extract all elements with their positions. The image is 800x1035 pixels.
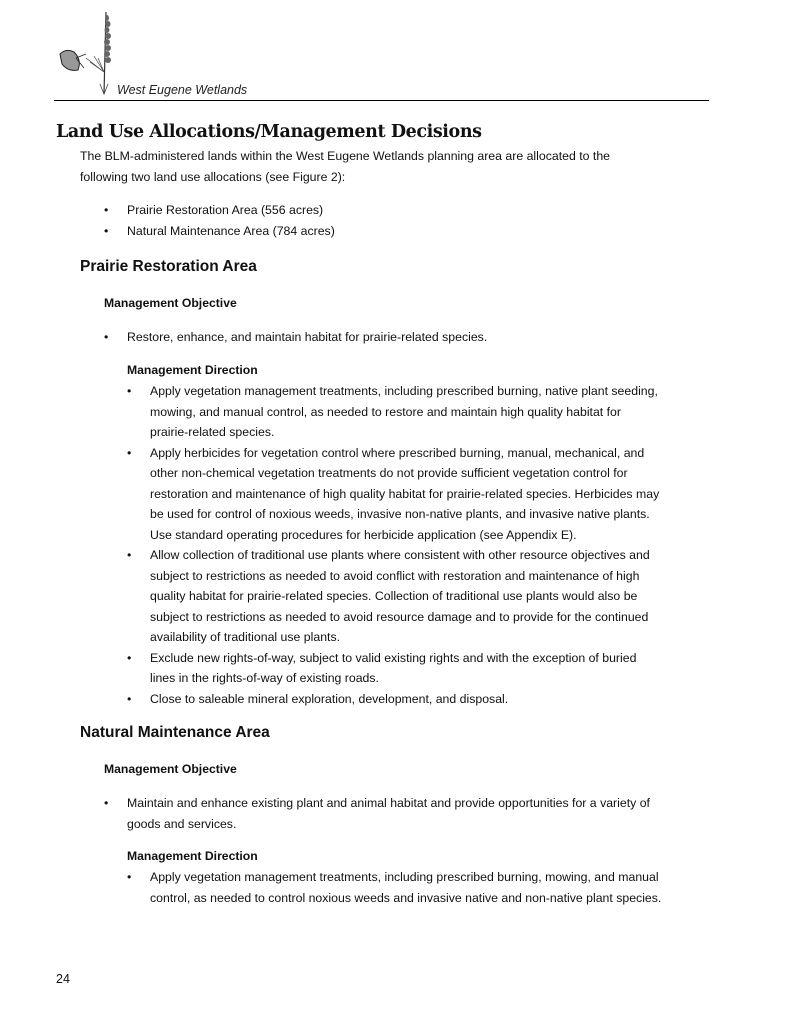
objective-heading: Management Objective <box>104 762 237 776</box>
bullet-icon: • <box>127 548 132 562</box>
bullet-icon: • <box>104 224 109 238</box>
direction-line: subject to restrictions as needed to avoid conflict with restoration and maintenance of high <box>150 568 640 583</box>
page-number: 24 <box>56 972 70 986</box>
objective-heading: Management Objective <box>104 296 237 310</box>
direction-line: Apply vegetation management treatments, including prescribed burning, native plant seeding, <box>150 384 658 398</box>
bullet-icon: • <box>104 330 109 344</box>
direction-line: Apply vegetation management treatments, including prescribed burning, mowing, and manual <box>150 870 659 884</box>
direction-line: Allow collection of traditional use plants where consistent with other resource objectives and <box>150 548 650 562</box>
direction-line: prairie-related species. <box>150 425 275 439</box>
intro-line: The BLM-administered lands within the West Eugene Wetlands planning area are allocated to the <box>80 149 610 163</box>
bullet-icon: • <box>127 384 132 398</box>
direction-line: availability of traditional use plants. <box>150 630 341 644</box>
section-heading: Land Use Allocations/Management Decisions <box>56 122 482 142</box>
intro-paragraph <box>80 146 610 187</box>
direction-line: Use standard operating procedures for herbicide application (see Appendix E). <box>150 527 577 542</box>
bullet-icon: • <box>127 445 132 460</box>
page-header <box>54 8 709 102</box>
bullet-icon: • <box>127 650 132 665</box>
direction-line: be used for control of noxious weeds, invasive non-native plants, and invasive native plants. <box>150 507 650 521</box>
bullet-icon: • <box>127 870 132 884</box>
direction-line: lines in the rights-of-way of existing roads. <box>150 671 379 685</box>
direction-heading: Management Direction <box>127 849 258 863</box>
bullet-icon: • <box>127 691 132 706</box>
header-divider <box>54 100 709 101</box>
bullet-icon: • <box>104 203 109 217</box>
bullet-icon: • <box>104 796 109 810</box>
direction-line: Exclude new rights-of-way, subject to valid existing rights and with the exception of buried <box>150 650 637 665</box>
natural-heading: Natural Maintenance Area <box>80 724 270 741</box>
direction-heading: Management Direction <box>127 363 258 377</box>
direction-line: mowing, and manual control, as needed to restore and maintain high quality habitat for <box>150 404 621 419</box>
prairie-heading: Prairie Restoration Area <box>80 258 257 275</box>
butterfly-plant-logo-icon <box>56 10 116 96</box>
direction-line: Close to saleable mineral exploration, development, and disposal. <box>150 691 509 706</box>
direction-line: subject to restrictions as needed to avoid resource damage and to provide for the continued <box>150 609 649 624</box>
intro-line: following two land use allocations (see Figure 2): <box>80 169 346 184</box>
direction-line: quality habitat for prairie-related species. Collection of traditional use plants would also be <box>150 589 638 603</box>
document-title: West Eugene Wetlands <box>117 83 248 97</box>
direction-line: Apply herbicides for vegetation control where prescribed burning, manual, mechanical, and <box>150 445 645 460</box>
direction-line: other non-chemical vegetation treatments do not provide sufficient vegetation control for <box>150 466 628 480</box>
direction-line: restoration and maintenance of high quality habitat for prairie-related species. Herbicides may <box>150 486 660 501</box>
direction-line: control, as needed to control noxious weeds and invasive native and non-native plant species. <box>150 890 662 905</box>
